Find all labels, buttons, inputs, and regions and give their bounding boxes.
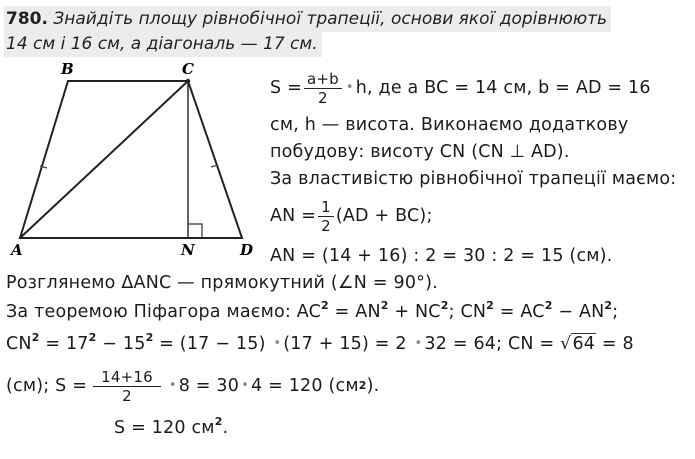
solution-line-8: За теоремою Піфагора маємо: $AC^2 = AN^2 + NC^2$; $CN^2 = AC^2 - AN^2$;: [6, 299, 619, 322]
label-d: D: [240, 241, 254, 259]
solution-line-9: $CN^2 = 17^2 - 15^2 = (17 - 15)$ • (17 + 15) = 2 • 32 = 64; CN = √64 = 8: [6, 331, 634, 354]
sqrt-64: √64: [560, 334, 596, 354]
trapezoid-outline: [20, 81, 242, 238]
final-answer: S = 120 $см^2$.: [114, 415, 229, 438]
label-a: A: [11, 241, 23, 259]
trapezoid-figure: [0, 56, 265, 261]
problem-number: 780.: [6, 9, 48, 29]
problem-statement-line2: [4, 31, 322, 57]
solution-line-5: AN = $\frac{1}{2}$ (AD + BC);: [270, 197, 433, 235]
problem-text-line1: Знайдіть площу рівнобічної трапеції, основи якої дорівнюють: [53, 9, 608, 29]
solution-line-2: см, h — висота. Виконаємо додаткову: [270, 115, 629, 135]
fraction-one-half: $\frac{1}{2}$: [318, 198, 334, 235]
problem-text-line2: 14 см і 16 см, а діагональ — 17 см.: [6, 34, 318, 54]
fraction-14-plus-16: $\frac{14+16}{2}$: [93, 368, 161, 405]
diagonal-ac: [20, 81, 188, 238]
fraction-a-plus-b: $\frac{a+b}{2}$: [304, 70, 342, 107]
right-angle-mark: [188, 224, 202, 238]
multiply-dot: •: [345, 80, 354, 95]
point-c: [186, 79, 190, 83]
problem-statement-line1: [4, 6, 611, 32]
solution-line-3: побудову: висоту CN (CN ⊥ AD).: [270, 142, 570, 162]
label-c: C: [182, 60, 194, 78]
solution-line-10: (см); S = $\frac{14+16}{2}$ • 8 = 30 • 4 = 120 (см 2 ).: [6, 367, 380, 405]
solution-line-1: S = $\frac{a+b}{2}$ • h, де a BC = 14 см, b = AD = 16: [270, 69, 651, 107]
label-n: N: [181, 241, 195, 259]
solution-line-7: Розглянемо ΔANC — прямокутний (∠N = 90°).: [6, 273, 438, 293]
solution-line-6: AN = (14 + 16) : 2 = 30 : 2 = 15 (см).: [270, 246, 613, 266]
label-b: B: [61, 60, 74, 78]
solution-line-4: За властивістю рівнобічної трапеції маємо:: [270, 169, 677, 189]
